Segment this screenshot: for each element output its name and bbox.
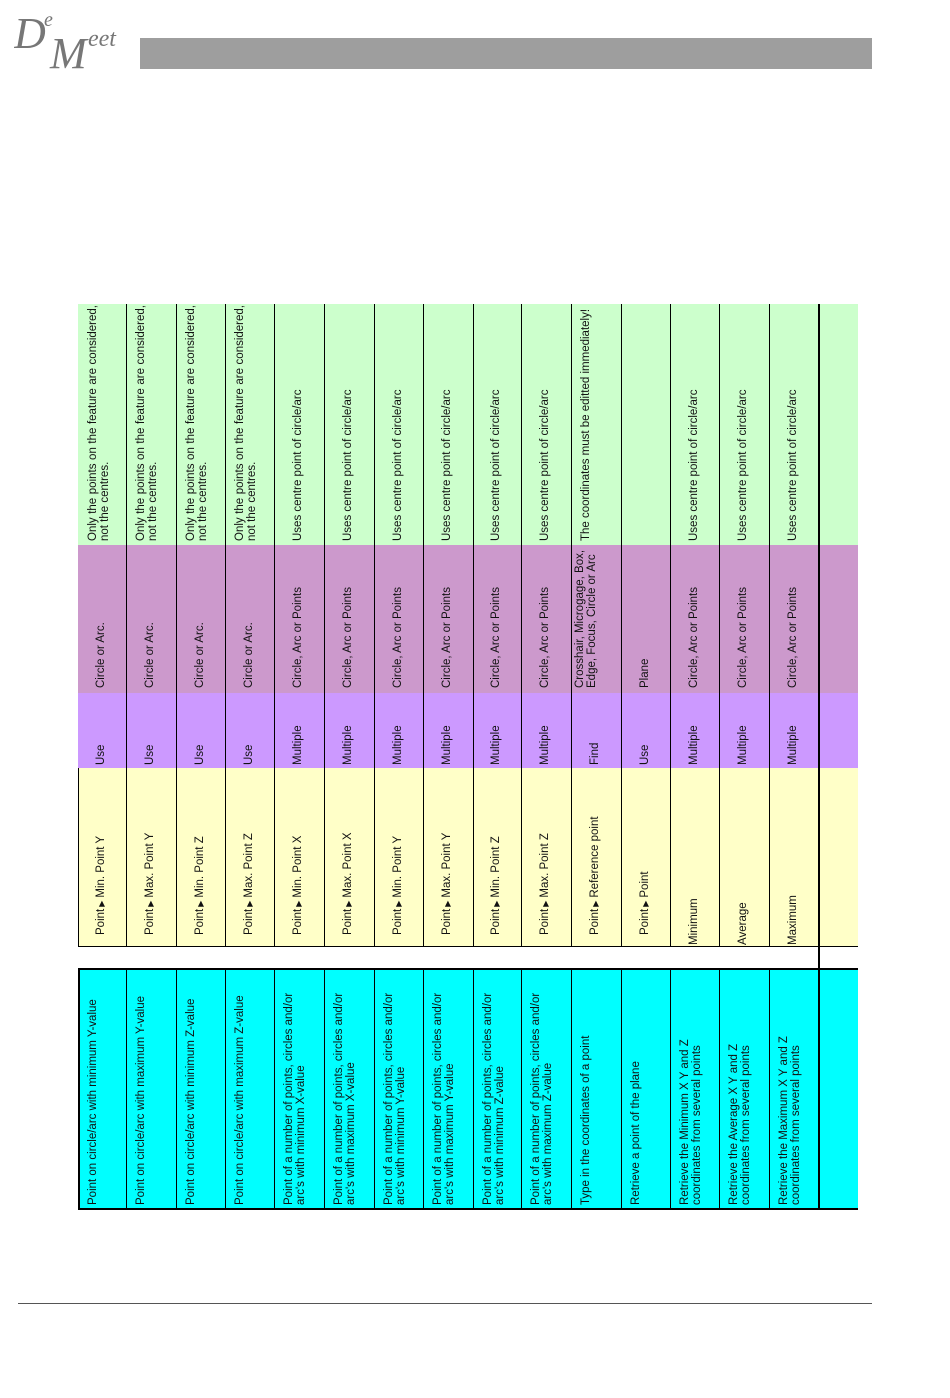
mode-text: Multiple <box>441 725 453 765</box>
menu-path-second: Max. Point Y <box>441 832 453 898</box>
menu-path-text <box>393 775 405 935</box>
logo-letter-e: e <box>44 9 53 31</box>
row-separator <box>423 693 424 768</box>
feature-text: Circle, Arc or Points <box>441 587 453 688</box>
row-separator <box>719 545 720 693</box>
mode-text: Use <box>144 744 156 765</box>
row-separator <box>521 968 522 1210</box>
row-separator <box>719 304 720 545</box>
mode-text: Multiple <box>787 725 799 765</box>
feature-text: Circle, Arc or Points <box>787 587 799 688</box>
menu-path-second: Min. Point Z <box>490 836 502 898</box>
description-text: Retrieve a point of the plane <box>630 1061 642 1205</box>
feature-text: Circle or Arc. <box>144 622 156 688</box>
arrow-right-icon: ▶ <box>294 900 303 907</box>
menu-path-second: Min. Point Y <box>392 835 404 898</box>
row-separator <box>374 304 375 545</box>
note-text: Only the points on the feature are considered, not the centres. <box>135 305 159 541</box>
row-separator <box>324 693 325 768</box>
mode-text: Use <box>194 744 206 765</box>
row-separator <box>571 545 572 693</box>
menu-path-first: Point <box>243 908 255 935</box>
menu-path-text: Minimum <box>688 898 700 945</box>
table-border <box>78 1208 858 1210</box>
description-text: Point of a number of points, circles and/or arc's with minimum Z-value <box>482 992 506 1205</box>
row-separator <box>719 968 720 1210</box>
menu-path-first: Point <box>194 908 206 935</box>
arrow-right-icon: ▶ <box>394 900 403 907</box>
note-text: Uses centre point of circle/arc <box>787 389 799 541</box>
row-separator <box>225 545 226 693</box>
menu-path-text <box>293 775 305 935</box>
description-text: Point of a number of points, circles and/or arc's with maximum Z-value <box>530 992 554 1205</box>
row-separator <box>621 968 622 1210</box>
menu-path-text <box>343 775 355 935</box>
feature-text: Circle, Arc or Points <box>292 587 304 688</box>
mode-text: Multiple <box>342 725 354 765</box>
feature-text: Circle, Arc or Points <box>539 587 551 688</box>
description-text: Type in the coordinates of a point <box>580 1035 592 1205</box>
row-separator <box>621 545 622 693</box>
arrow-right-icon: ▶ <box>591 900 600 907</box>
row-separator <box>670 968 671 1210</box>
menu-path-text <box>540 775 552 935</box>
menu-path-first: Point <box>95 908 107 935</box>
row-separator <box>126 693 127 768</box>
description-text: Point of a number of points, circles and/or arc's with minimum X-value <box>283 992 307 1205</box>
row-separator <box>621 304 622 545</box>
description-text: Retrieve the Average X Y and Z coordinates from several points <box>728 1043 752 1205</box>
menu-path-text <box>244 775 256 935</box>
mode-text: Multiple <box>539 725 551 765</box>
row-separator <box>324 304 325 545</box>
menu-path-first: Point <box>490 908 502 935</box>
feature-text: Circle, Arc or Points <box>342 587 354 688</box>
description-text: Point on circle/arc with maximum Z-value <box>234 995 246 1205</box>
row-separator <box>670 768 671 946</box>
row-separator <box>769 304 770 545</box>
row-separator <box>274 693 275 768</box>
menu-path-first: Point <box>292 908 304 935</box>
row-separator <box>571 768 572 946</box>
mode-text: Multiple <box>392 725 404 765</box>
description-text: Point on circle/arc with minimum Z-value <box>185 998 197 1205</box>
row-separator <box>176 768 177 946</box>
demeet-logo <box>14 6 138 72</box>
arrow-right-icon: ▶ <box>245 900 254 907</box>
row-separator <box>769 768 770 946</box>
note-text: Uses centre point of circle/arc <box>688 389 700 541</box>
mode-text: Multiple <box>490 725 502 765</box>
note-text: The coordinates must be editted immediately! <box>580 308 592 541</box>
row-separator <box>126 968 127 1210</box>
description-text: Point on circle/arc with maximum Y-value <box>135 996 147 1205</box>
menu-path-second: Point <box>639 871 651 898</box>
note-text: Uses centre point of circle/arc <box>392 389 404 541</box>
row-separator <box>126 545 127 693</box>
arrow-right-icon: ▶ <box>641 900 650 907</box>
row-separator <box>225 968 226 1210</box>
menu-path-text <box>442 775 454 935</box>
row-separator <box>473 968 474 1210</box>
note-text: Uses centre point of circle/arc <box>441 389 453 541</box>
note-text: Only the points on the feature are considered, not the centres. <box>234 305 258 541</box>
row-separator <box>521 693 522 768</box>
row-separator <box>324 545 325 693</box>
row-separator <box>571 968 572 1210</box>
arrow-right-icon: ▶ <box>97 900 106 907</box>
row-separator <box>324 968 325 1210</box>
row-separator <box>621 768 622 946</box>
row-separator <box>225 768 226 946</box>
menu-path-text <box>195 775 207 935</box>
arrow-right-icon: ▶ <box>541 900 550 907</box>
row-separator <box>670 304 671 545</box>
logo-letter-m: M <box>50 29 87 72</box>
row-separator <box>274 968 275 1210</box>
row-separator <box>571 693 572 768</box>
description-text: Point on circle/arc with minimum Y-value <box>87 999 99 1205</box>
row-separator <box>423 304 424 545</box>
arrow-right-icon: ▶ <box>146 900 155 907</box>
menu-path-first: Point <box>144 908 156 935</box>
table-border <box>78 768 79 946</box>
row-separator <box>473 545 474 693</box>
menu-path-text <box>640 775 652 935</box>
note-text: Uses centre point of circle/arc <box>539 389 551 541</box>
row-separator <box>670 693 671 768</box>
row-separator <box>769 545 770 693</box>
row-separator <box>571 304 572 545</box>
row-separator <box>374 968 375 1210</box>
description-text: Retrieve the Maximum X Y and Z coordinates from several points <box>778 1036 802 1205</box>
menu-path-first: Point <box>392 908 404 935</box>
note-text: Uses centre point of circle/arc <box>737 389 749 541</box>
description-text: Retrieve the Minimum X Y and Z coordinates from several points <box>679 1039 703 1205</box>
row-separator <box>473 304 474 545</box>
row-separator <box>126 304 127 545</box>
menu-path-second: Max. Point Y <box>144 832 156 898</box>
mode-text: Multiple <box>688 725 700 765</box>
menu-path-second: Min. Point Z <box>194 836 206 898</box>
logo-letters-eet: eet <box>88 26 116 52</box>
row-separator <box>473 693 474 768</box>
mode-text: Multiple <box>292 725 304 765</box>
feature-text: Circle, Arc or Points <box>688 587 700 688</box>
row-separator <box>521 304 522 545</box>
mode-text: Use <box>639 744 651 765</box>
menu-path-second: Reference point <box>589 816 601 898</box>
menu-path-second: Max. Point Z <box>539 833 551 898</box>
feature-text: Circle or Arc. <box>95 622 107 688</box>
row-separator <box>274 304 275 545</box>
description-text: Point of a number of points, circles and/or arc's with maximum Y-value <box>432 992 456 1205</box>
menu-path-text: Maximum <box>787 895 799 945</box>
note-text: Only the points on the feature are considered, not the centres. <box>185 305 209 541</box>
row-separator <box>274 545 275 693</box>
row-separator <box>719 768 720 946</box>
table-border <box>78 946 858 947</box>
mode-text: Find <box>589 742 601 765</box>
menu-path-first: Point <box>639 908 651 935</box>
menu-path-first: Point <box>539 908 551 935</box>
menu-path-second: Max. Point X <box>342 832 354 898</box>
feature-text: Circle or Arc. <box>243 622 255 688</box>
row-separator <box>521 545 522 693</box>
feature-text: Circle or Arc. <box>194 622 206 688</box>
feature-text: Circle, Arc or Points <box>737 587 749 688</box>
row-separator <box>225 304 226 545</box>
row-separator <box>225 693 226 768</box>
row-separator <box>769 693 770 768</box>
row-separator <box>670 545 671 693</box>
table-border <box>78 968 858 970</box>
mode-text: Use <box>95 744 107 765</box>
row-separator <box>324 768 325 946</box>
row-separator <box>374 545 375 693</box>
menu-path-text: Average <box>737 902 749 945</box>
menu-path-first: Point <box>441 908 453 935</box>
row-separator <box>176 693 177 768</box>
row-separator <box>818 304 820 1210</box>
feature-text: Circle, Arc or Points <box>490 587 502 688</box>
note-text: Uses centre point of circle/arc <box>292 389 304 541</box>
note-text: Uses centre point of circle/arc <box>342 389 354 541</box>
menu-path-text <box>145 775 157 935</box>
mode-text: Use <box>243 744 255 765</box>
menu-path-first: Point <box>589 908 601 935</box>
row-separator <box>374 768 375 946</box>
arrow-right-icon: ▶ <box>344 900 353 907</box>
menu-path-second: Min. Point X <box>292 835 304 898</box>
row-separator <box>423 968 424 1210</box>
note-text: Only the points on the feature are considered, not the centres. <box>87 305 111 541</box>
menu-path-text <box>491 775 503 935</box>
row-separator <box>521 768 522 946</box>
arrow-right-icon: ▶ <box>196 900 205 907</box>
header-bar <box>140 38 872 69</box>
menu-path-text <box>96 775 108 935</box>
table-border <box>78 968 80 1210</box>
row-separator <box>769 968 770 1210</box>
menu-path-first: Point <box>342 908 354 935</box>
menu-path-text <box>590 775 602 935</box>
note-text: Uses centre point of circle/arc <box>490 389 502 541</box>
row-separator <box>274 768 275 946</box>
mode-text: Multiple <box>737 725 749 765</box>
menu-path-second: Min. Point Y <box>95 835 107 898</box>
feature-text: Plane <box>639 658 651 688</box>
row-separator <box>473 768 474 946</box>
feature-text: Circle, Arc or Points <box>392 587 404 688</box>
footer-rule <box>18 1303 872 1304</box>
row-separator <box>374 693 375 768</box>
row-separator <box>621 693 622 768</box>
description-text: Point of a number of points, circles and/or arc's with minimum Y-value <box>383 992 407 1205</box>
row-separator <box>423 545 424 693</box>
feature-text: Crosshair, Microgage, Box, Edge, Focus, Circle or Arc <box>574 549 598 688</box>
arrow-right-icon: ▶ <box>443 900 452 907</box>
row-separator <box>176 545 177 693</box>
row-separator <box>176 968 177 1210</box>
row-separator <box>423 768 424 946</box>
description-text: Point of a number of points, circles and/or arc's with maximum X-value <box>333 992 357 1205</box>
arrow-right-icon: ▶ <box>492 900 501 907</box>
menu-path-second: Max. Point Z <box>243 833 255 898</box>
row-separator <box>126 768 127 946</box>
row-separator <box>719 693 720 768</box>
logo-letter-d: D <box>14 9 46 58</box>
row-separator <box>176 304 177 545</box>
